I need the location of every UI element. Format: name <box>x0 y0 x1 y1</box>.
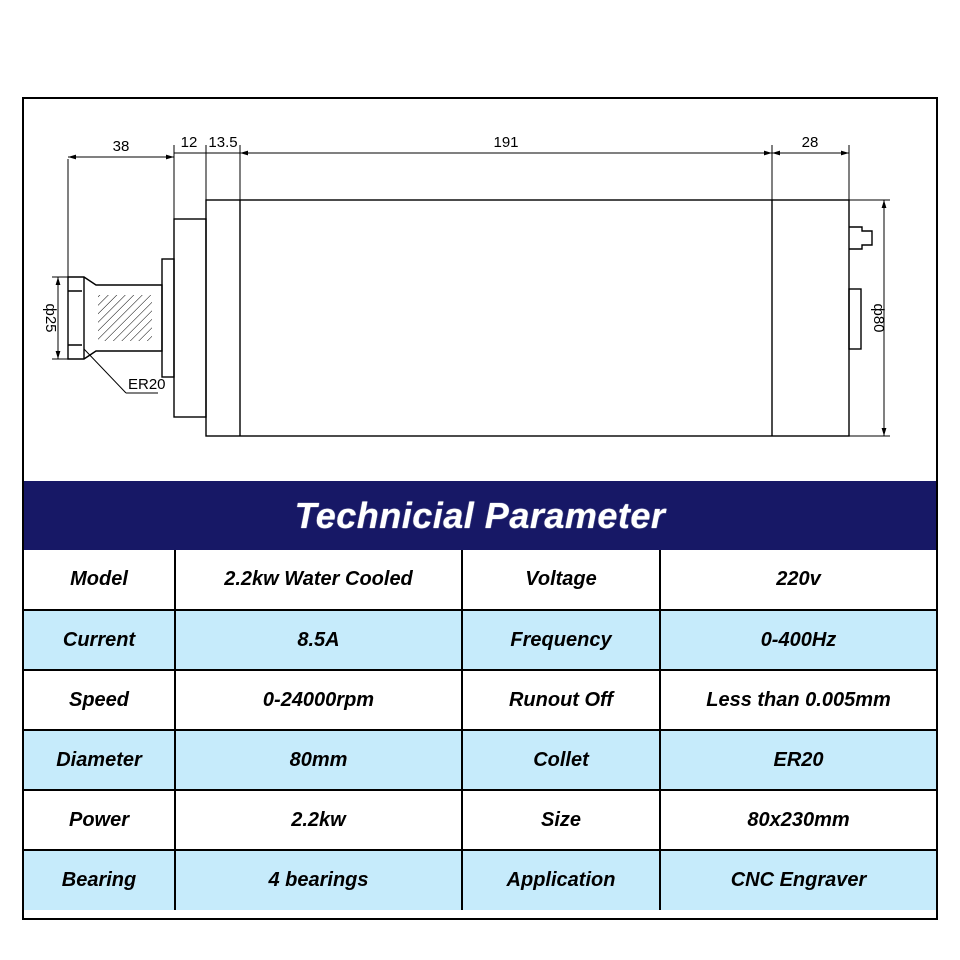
param-value: 2.2kw Water Cooled <box>175 550 462 610</box>
dim-191: 191 <box>493 134 519 151</box>
dim-38: 38 <box>112 138 130 155</box>
table-row <box>24 850 936 910</box>
param-value: 8.5A <box>175 610 462 670</box>
table-row <box>24 670 936 730</box>
param-value: CNC Engraver <box>660 850 936 910</box>
param-label: Current <box>24 610 175 670</box>
param-value: ER20 <box>660 730 936 790</box>
param-label: Diameter <box>24 730 175 790</box>
param-label: Frequency <box>462 610 660 670</box>
param-value: 220v <box>660 550 936 610</box>
dim-diameter-25: ф25 <box>42 303 59 333</box>
param-label: Bearing <box>24 850 175 910</box>
banner-title: Technicial Parameter <box>294 494 666 536</box>
dim-13-5: 13.5 <box>208 134 238 151</box>
spindle-drawing-svg <box>24 99 936 481</box>
param-label: Speed <box>24 670 175 730</box>
param-label: Application <box>462 850 660 910</box>
param-label: Size <box>462 790 660 850</box>
param-label: Power <box>24 790 175 850</box>
dim-28: 28 <box>801 134 819 151</box>
table-row <box>24 790 936 850</box>
dim-diameter-80: ф80 <box>870 303 887 333</box>
parameter-banner <box>24 481 936 550</box>
table-row <box>24 730 936 790</box>
parameter-table <box>24 550 936 910</box>
param-value: 4 bearings <box>175 850 462 910</box>
callout-er20: ER20 <box>128 376 166 393</box>
param-label: Collet <box>462 730 660 790</box>
dim-12: 12 <box>180 134 198 151</box>
table-row <box>24 610 936 670</box>
param-value: 0-24000rpm <box>175 670 462 730</box>
param-value: 80mm <box>175 730 462 790</box>
technical-drawing <box>24 99 936 481</box>
spindle-body <box>68 200 872 436</box>
param-value: 80x230mm <box>660 790 936 850</box>
top-dimensions <box>68 145 849 277</box>
table-row <box>24 550 936 610</box>
param-label: Runout Off <box>462 670 660 730</box>
param-label: Voltage <box>462 550 660 610</box>
param-label: Model <box>24 550 175 610</box>
param-value: 0-400Hz <box>660 610 936 670</box>
spec-sheet-frame <box>22 97 938 920</box>
param-value: 2.2kw <box>175 790 462 850</box>
param-value: Less than 0.005mm <box>660 670 936 730</box>
